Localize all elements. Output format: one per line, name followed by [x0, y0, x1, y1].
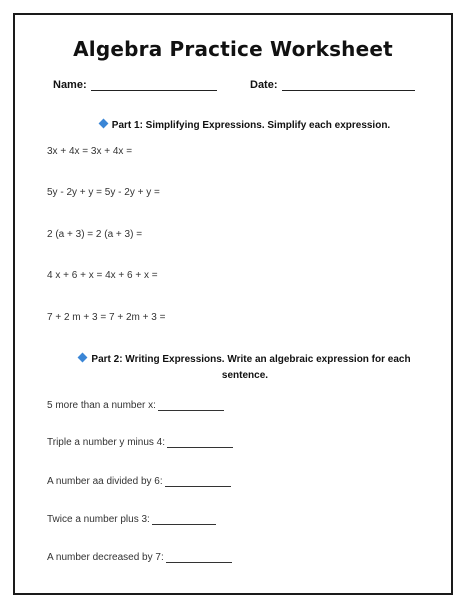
part2-heading-line2: sentence. — [221, 370, 269, 381]
part2-heading — [55, 352, 435, 384]
name-label: Name: — [53, 79, 87, 91]
answer-blank-line[interactable] — [166, 552, 232, 563]
answer-blank-line[interactable] — [165, 476, 231, 487]
answer-blank-line[interactable] — [167, 437, 233, 448]
part2-item — [47, 476, 231, 487]
part2-item — [47, 552, 232, 563]
answer-blank-line[interactable] — [152, 514, 216, 525]
date-field[interactable] — [250, 79, 415, 91]
name-field[interactable] — [53, 79, 217, 91]
diamond-bullet-icon — [78, 353, 88, 363]
worksheet-title: Algebra Practice Worksheet — [73, 37, 393, 61]
answer-blank-line[interactable] — [158, 400, 224, 411]
part1-item: 4 x + 6 + x = 4x + 6 + x = — [47, 270, 158, 281]
part2-item — [47, 514, 216, 525]
name-blank-line[interactable] — [91, 79, 217, 91]
worksheet-page — [13, 13, 453, 595]
part2-item-text: Triple a number y minus 4: — [47, 437, 166, 448]
part2-item — [47, 400, 224, 411]
part2-item — [47, 437, 233, 448]
part1-item: 7 + 2 m + 3 = 7 + 2m + 3 = — [47, 312, 166, 323]
part2-item-text: A number decreased by 7: — [47, 552, 164, 563]
part2-item-text: A number aa divided by 6: — [47, 476, 163, 487]
part1-heading — [55, 118, 435, 134]
part2-item-text: 5 more than a number x: — [47, 400, 156, 411]
part1-item: 5y - 2y + y = 5y - 2y + y = — [47, 187, 160, 198]
part2-item-text: Twice a number plus 3: — [47, 514, 150, 525]
part2-heading-line1: Part 2: Writing Expressions. Write an algebraic expression for each — [91, 354, 411, 365]
part1-heading-text: Part 1: Simplifying Expressions. Simplify each expression. — [111, 120, 391, 131]
date-label: Date: — [250, 79, 278, 91]
date-blank-line[interactable] — [282, 79, 415, 91]
part1-item: 3x + 4x = 3x + 4x = — [47, 146, 133, 157]
diamond-bullet-icon — [98, 119, 108, 129]
part1-item: 2 (a + 3) = 2 (a + 3) = — [47, 229, 143, 240]
